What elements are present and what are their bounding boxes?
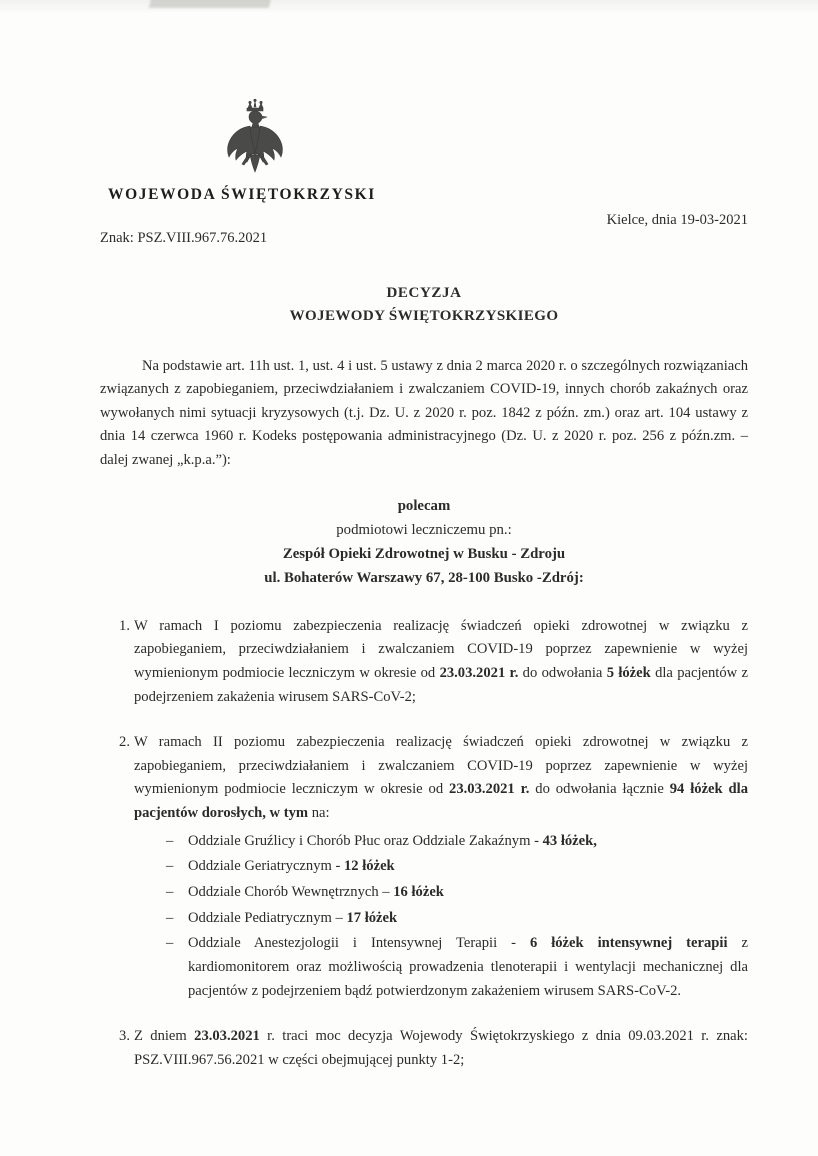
title-line-1: DECYZJA — [386, 285, 462, 301]
list-item — [166, 830, 748, 854]
item-bold-1: 23.03.2021 r. — [439, 664, 519, 681]
item-number: 1. — [119, 617, 130, 634]
item-bold-1: 23.03.2021 r. — [449, 781, 530, 798]
dash-bullet-icon: – — [166, 832, 174, 849]
authority-heading: WOJEWODA ŚWIĘTOKRZYSKI — [108, 186, 376, 203]
list-item — [166, 881, 748, 905]
dash-bullet-icon: – — [166, 883, 174, 900]
decision-items-list — [100, 615, 748, 1073]
entity-address: ul. Bohaterów Warszawy 67, 28-100 Busko -Zdrój: — [264, 569, 584, 586]
item-text-part-2: do odwołania — [518, 664, 607, 681]
list-item — [166, 855, 748, 879]
ward-name: Oddziale Anestezjologii i Intensywnej Terapii - — [188, 935, 530, 952]
item-text-part-1: W ramach II poziomu zabezpieczenia realizację świadczeń opieki zdrowotnej w związku z zapobieganiem, przeciwdziałaniem i zwalczaniem COVID-19 poprzez zapewnienie w wyżej wymienionym podmiocie leczniczym w okresie od — [134, 734, 748, 798]
item-text-part-3: dla pacjentów z podejrzeniem zakażenia wirusem SARS-CoV-2; — [134, 664, 748, 705]
list-item — [119, 731, 749, 1003]
title-line-2: WOJEWODY ŚWIĘTOKRZYSKIEGO — [289, 308, 559, 325]
legal-preamble: Na podstawie art. 11h ust. 1, ust. 4 i ust. 5 ustawy z dnia 2 marca 2020 r. o szczególnych rozwiązaniach związanych z zapobieganiem, przeciwdziałaniem i zwalczaniem COVID-19, innych chorób zakaźnych oraz wywołanych nimi sytuacji kryzysowych (t.j. Dz. U. z 2020 r. poz. 1842 z późn. zm.) oraz art. 104 ustawy z dnia 14 czerwca 1960 r. Kodeks postępowania administracyjnego (Dz. U. z 2020 r. poz. 256 z późn.zm. – dalej zwanej „k.p.a.”): — [100, 357, 748, 469]
list-item — [119, 1025, 748, 1072]
ward-sub-list — [134, 830, 748, 1003]
ward-beds: 16 łóżek — [393, 883, 444, 900]
ward-name: Oddziale Geriatrycznym - — [188, 858, 344, 875]
item-text-part-3: na: — [308, 805, 330, 822]
reference-number: Znak: PSZ.VIII.967.76.2021 — [100, 230, 268, 246]
item-number: 2. — [119, 734, 130, 751]
ward-beds: 12 łóżek — [344, 858, 395, 875]
list-item — [166, 907, 748, 931]
ward-name: Oddziale Chorób Wewnętrznych – — [188, 883, 394, 900]
document-meta — [100, 212, 748, 246]
dash-bullet-icon: – — [166, 909, 174, 926]
dash-bullet-icon: – — [166, 858, 174, 875]
ward-beds: 43 łóżek, — [542, 832, 597, 849]
order-block — [100, 495, 748, 591]
item-text-part-2: r. traci moc decyzja Wojewody Świętokrzyskiego z dnia 09.03.2021 r. znak: PSZ.VIII.967.56.2021 w części obejmującej punkty 1-2; — [134, 1028, 748, 1068]
item-text-part-2: do odwołania łącznie — [529, 781, 670, 798]
entity-intro: podmiotowi leczniczemu pn.: — [336, 521, 512, 538]
ward-beds: 17 łóżek — [346, 909, 398, 926]
dash-bullet-icon: – — [166, 935, 174, 952]
place-and-date: Kielce, dnia 19-03-2021 — [606, 212, 748, 228]
ward-name: Oddziale Pediatrycznym – — [188, 909, 347, 926]
ward-tail: z kardiomonitorem oraz możliwością prowadzenia tlenoterapii i wentylacji mechanicznej dla pacjentów z podejrzeniem bądź potwierdzonym zakażeniem wirusem SARS-CoV-2. — [188, 935, 748, 999]
order-keyword: polecam — [397, 497, 451, 514]
list-item — [119, 615, 748, 710]
ward-name: Oddziale Gruźlicy i Chorób Płuc oraz Oddziale Zakaźnym - — [188, 832, 543, 849]
item-number: 3. — [119, 1028, 130, 1045]
page-title — [100, 282, 748, 329]
polish-eagle-emblem-icon — [220, 96, 290, 178]
list-item — [166, 932, 748, 1003]
item-text-part-1: Z dniem — [134, 1028, 195, 1045]
item-bold-2: 94 łóżek dla pacjentów dorosłych, w tym — [134, 781, 749, 822]
entity-name: Zespół Opieki Zdrowotnej w Busku - Zdroju — [282, 545, 566, 562]
item-bold-2: 5 łóżek — [606, 664, 651, 681]
document-content — [100, 0, 748, 1072]
ward-beds: 6 łóżek intensywnej terapii — [529, 935, 728, 952]
item-bold-1: 23.03.2021 — [194, 1028, 260, 1045]
item-text-part-1: W ramach I poziomu zabezpieczenia realizację świadczeń opieki zdrowotnej w związku z zapobieganiem, przeciwdziałaniem i zwalczaniem COVID-19 poprzez zapewnienie w wyżej wymienionym podmiocie leczniczym w okresie od — [134, 617, 748, 681]
